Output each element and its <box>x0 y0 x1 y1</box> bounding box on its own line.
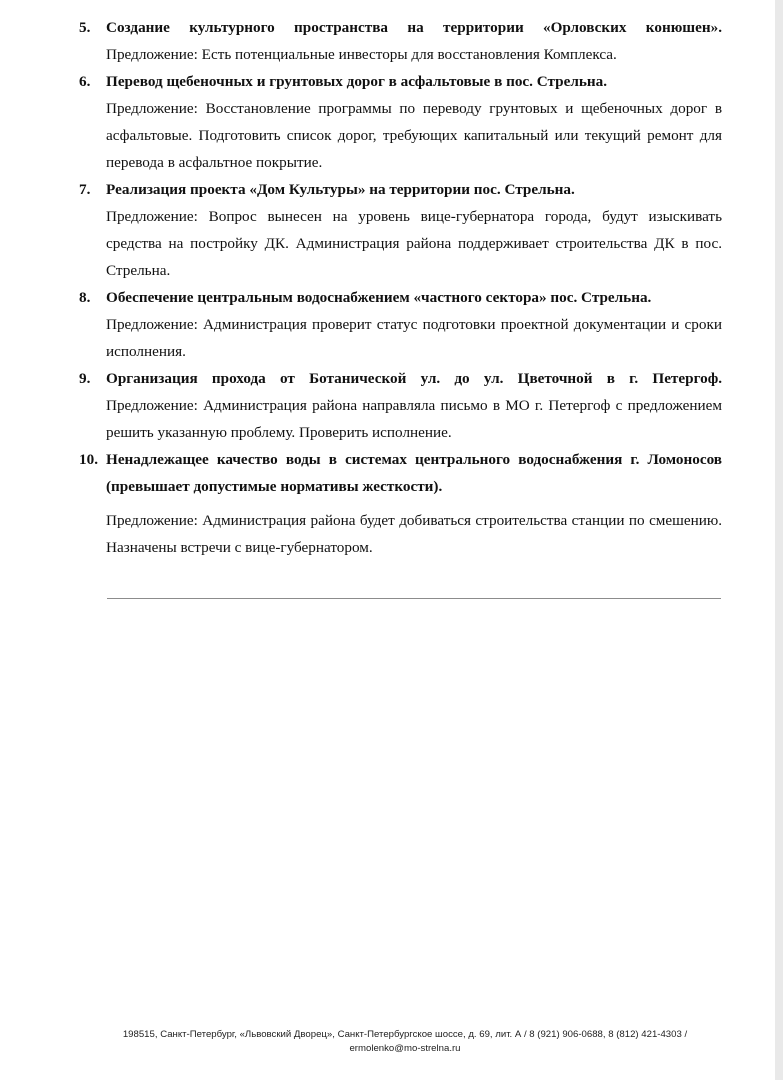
item-proposal: Предложение: Администрация проверит статус подготовки проектной документации и сроки исполнения. <box>106 316 722 360</box>
item-content <box>106 365 722 446</box>
page-edge-shadow <box>775 0 783 1080</box>
item-content <box>106 68 722 176</box>
item-title: Реализация проекта «Дом Культуры» на территории пос. Стрельна. <box>106 181 575 198</box>
item-proposal: Предложение: Администрация района будет добиваться строительства станции по смешению. Назначены встречи с вице-губернатором. <box>106 512 722 556</box>
item-proposal: Предложение: Есть потенциальные инвесторы для восстановления Комплекса. <box>106 46 617 63</box>
list-item-8 <box>0 284 775 365</box>
item-number: 8. <box>79 289 91 306</box>
list-item-7 <box>0 176 775 284</box>
footer-address: 198515, Санкт-Петербург, «Львовский Дворец», Санкт-Петербургское шоссе, д. 69, лит. А / 8 (921) 906-0688, 8 (812) 421-4303 / <box>122 1029 688 1040</box>
item-number: 9. <box>79 370 91 387</box>
item-title: Перевод щебеночных и грунтовых дорог в асфальтовые в пос. Стрельна. <box>106 73 608 90</box>
item-number: 5. <box>79 19 91 36</box>
page-footer <box>40 1028 770 1056</box>
item-content <box>106 446 722 561</box>
item-number: 7. <box>79 181 91 198</box>
item-content <box>106 284 722 365</box>
item-content <box>106 176 722 284</box>
item-proposal: Предложение: Восстановление программы по переводу грунтовых и щебеночных дорог в асфальтовые. Подготовить список дорог, требующих капитальный или текущий ремонт для перевода в асфальтное покрытие. <box>106 100 722 171</box>
item-title: Создание культурного пространства на территории «Орловских конюшен». <box>106 19 722 36</box>
item-proposal: Предложение: Администрация района направляла письмо в МО г. Петергоф с предложением решить указанную проблему. Проверить исполнение. <box>106 397 722 441</box>
list-item-10 <box>0 446 775 561</box>
horizontal-divider <box>107 598 721 599</box>
item-title: Обеспечение центральным водоснабжением «частного сектора» пос. Стрельна. <box>106 289 652 306</box>
item-title: Организация прохода от Ботанической ул. до ул. Цветочной в г. Петергоф. <box>106 370 722 387</box>
item-title: Ненадлежащее качество воды в системах центрального водоснабжения г. Ломоносов (превышает допустимые нормативы жесткости). <box>106 451 722 495</box>
item-number: 6. <box>79 73 91 90</box>
agenda-list <box>0 14 775 561</box>
item-number: 10. <box>79 451 98 468</box>
item-content <box>106 14 722 68</box>
list-item-6 <box>0 68 775 176</box>
list-item-5 <box>0 14 775 68</box>
footer-email: ermolenko@mo-strelna.ru <box>349 1043 461 1054</box>
item-proposal: Предложение: Вопрос вынесен на уровень вице-губернатора города, будут изыскивать средства на постройку ДК. Администрация района поддерживает строительства ДК в пос. Стрельна. <box>106 208 722 279</box>
list-item-9 <box>0 365 775 446</box>
